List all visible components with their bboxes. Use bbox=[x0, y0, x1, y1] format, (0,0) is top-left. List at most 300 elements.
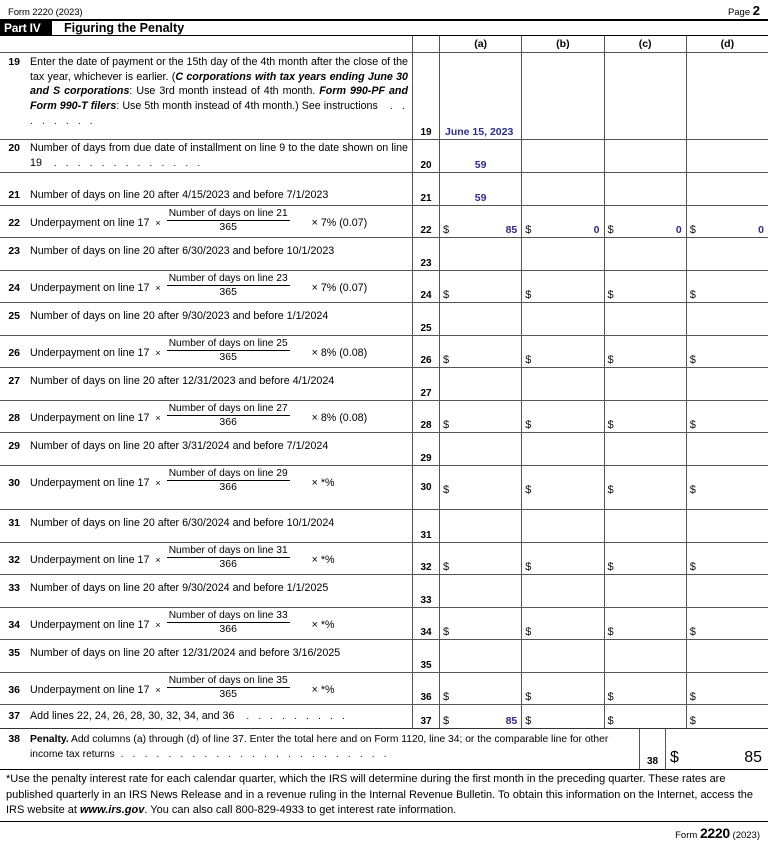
line-22-value-c-text: 0 bbox=[675, 224, 682, 236]
line-30-value-c[interactable] bbox=[605, 466, 687, 509]
line-37-number: 37 bbox=[8, 710, 20, 722]
line-20-description bbox=[0, 140, 412, 172]
table-row bbox=[0, 140, 768, 173]
line-31-value-c[interactable] bbox=[605, 510, 687, 542]
line-19-text-1: Enter the date of payment or the 15th day of the 4th month after the close of the tax year, whichever is earlier. ( bbox=[30, 56, 408, 83]
line-26-value-d[interactable] bbox=[687, 336, 768, 367]
line-29-value-b[interactable] bbox=[522, 433, 604, 465]
dollar-sign: $ bbox=[443, 561, 450, 573]
table-row bbox=[0, 575, 768, 608]
line-32-formula bbox=[30, 545, 412, 571]
page-indicator bbox=[728, 3, 760, 18]
line-35-value-c[interactable] bbox=[605, 640, 687, 672]
line-31-number: 31 bbox=[8, 517, 20, 529]
line-19-value-d[interactable] bbox=[687, 53, 768, 139]
dollar-sign: $ bbox=[525, 691, 532, 703]
line-35-text: Number of days on line 20 after 12/31/2024 and before 3/16/2025 bbox=[30, 647, 341, 659]
dollar-sign: $ bbox=[525, 561, 532, 573]
line-35-description bbox=[0, 640, 412, 672]
line-29-number: 29 bbox=[8, 440, 20, 452]
dollar-sign: $ bbox=[443, 419, 450, 431]
dollar-sign: $ bbox=[607, 224, 614, 236]
line-21-number: 21 bbox=[8, 189, 20, 201]
line-37-value-c[interactable] bbox=[605, 705, 687, 728]
line-34-suffix: × *% bbox=[311, 618, 335, 631]
dollar-sign: $ bbox=[525, 224, 532, 236]
line-22-value-d[interactable] bbox=[687, 206, 768, 237]
line-29-value-c[interactable] bbox=[605, 433, 687, 465]
line-32-denominator: 366 bbox=[219, 558, 237, 570]
line-20-value-b[interactable] bbox=[522, 140, 604, 172]
line-20-text bbox=[30, 141, 412, 171]
line-38-text-span: Add columns (a) through (d) of line 37. Enter the total here and on Form 1120, line 34; or the comparable line for other income tax returns bbox=[30, 734, 609, 760]
table-row bbox=[0, 608, 768, 640]
table-row bbox=[0, 401, 768, 433]
line-19-text bbox=[30, 55, 412, 130]
line-19-text-italic-1: C corporations with tax years ending June 30 and S corporations bbox=[30, 70, 409, 97]
line-32-fraction bbox=[167, 545, 290, 571]
table-row bbox=[0, 640, 768, 673]
line-28-row-number: 28 bbox=[412, 401, 440, 432]
footnote-irs-link[interactable]: www.irs.gov bbox=[79, 804, 145, 816]
line-28-value-b[interactable] bbox=[522, 401, 604, 432]
line-29-value-d[interactable] bbox=[687, 433, 768, 465]
line-36-row-number: 36 bbox=[412, 673, 440, 704]
dollar-sign: $ bbox=[689, 626, 696, 638]
footer-form-year: (2023) bbox=[732, 829, 760, 841]
dollar-sign: $ bbox=[525, 484, 532, 496]
dollar-sign: $ bbox=[607, 289, 614, 301]
table-row bbox=[0, 238, 768, 271]
table-row bbox=[0, 206, 768, 238]
line-20-leader: . . . . . . . . . . . . . bbox=[41, 157, 204, 169]
line-29-text: Number of days on line 20 after 3/31/2024 and before 7/1/2024 bbox=[30, 440, 329, 452]
footnote-part-2: . You can also call 800-829-4933 to get interest rate information. bbox=[144, 804, 457, 816]
line-26-value-a[interactable] bbox=[440, 336, 522, 367]
table-row bbox=[0, 368, 768, 401]
line-23-description bbox=[0, 238, 412, 270]
dollar-sign: $ bbox=[525, 354, 532, 366]
line-22-value-b-text: 0 bbox=[593, 224, 600, 236]
page-header bbox=[0, 0, 768, 19]
line-20-row-number: 20 bbox=[412, 140, 440, 172]
table-row bbox=[0, 53, 768, 140]
line-33-number: 33 bbox=[8, 582, 20, 594]
line-38-value[interactable] bbox=[666, 729, 768, 769]
line-37-text bbox=[30, 709, 412, 725]
line-24-formula bbox=[30, 273, 412, 299]
line-30-suffix: × *% bbox=[311, 476, 335, 489]
line-28-formula bbox=[30, 403, 412, 429]
line-30-value-b[interactable] bbox=[522, 466, 604, 509]
line-26-value-c[interactable] bbox=[605, 336, 687, 367]
line-26-value-b[interactable] bbox=[522, 336, 604, 367]
line-31-value-a[interactable] bbox=[440, 510, 522, 542]
part-title: Figuring the Penalty bbox=[64, 21, 185, 35]
line-36-prefix: Underpayment on line 17 bbox=[30, 683, 150, 696]
line-35-number: 35 bbox=[8, 647, 20, 659]
line-32-value-b[interactable] bbox=[522, 543, 604, 574]
line-24-numerator: Number of days on line 23 bbox=[168, 273, 288, 284]
line-37-value-b[interactable] bbox=[522, 705, 604, 728]
table-row bbox=[0, 466, 768, 510]
footnote-text bbox=[0, 769, 768, 821]
line-32-numerator: Number of days on line 31 bbox=[168, 545, 288, 556]
line-20-value-d[interactable] bbox=[687, 140, 768, 172]
line-38-row-number: 38 bbox=[640, 729, 666, 769]
footer-form-word: Form bbox=[675, 829, 698, 841]
line-34-fraction bbox=[167, 610, 290, 636]
line-30-times: × bbox=[155, 477, 161, 488]
line-25-value-a[interactable] bbox=[440, 303, 522, 335]
dollar-sign: $ bbox=[525, 289, 532, 301]
line-27-row-number: 27 bbox=[412, 368, 440, 400]
line-36-times: × bbox=[155, 684, 161, 695]
line-26-row-number: 26 bbox=[412, 336, 440, 367]
line-28-value-a[interactable] bbox=[440, 401, 522, 432]
line-19-row-number: 19 bbox=[412, 53, 440, 139]
line-34-description bbox=[0, 608, 412, 639]
dollar-sign: $ bbox=[607, 691, 614, 703]
line-36-fraction bbox=[167, 675, 290, 701]
line-36-number: 36 bbox=[8, 683, 20, 696]
line-30-denominator: 366 bbox=[219, 481, 237, 493]
line-29-value-a[interactable] bbox=[440, 433, 522, 465]
line-29-description bbox=[0, 433, 412, 465]
line-36-value-a[interactable] bbox=[440, 673, 522, 704]
line-21-value-a[interactable] bbox=[440, 173, 522, 205]
line-26-formula bbox=[30, 338, 412, 364]
line-38-number: 38 bbox=[8, 733, 20, 745]
column-header-c: (c) bbox=[605, 36, 687, 52]
dollar-sign: $ bbox=[607, 484, 614, 496]
line-35-value-b[interactable] bbox=[522, 640, 604, 672]
line-34-value-a[interactable] bbox=[440, 608, 522, 639]
line-31-text: Number of days on line 20 after 6/30/2024 and before 10/1/2024 bbox=[30, 517, 335, 529]
line-21-row-number: 21 bbox=[412, 173, 440, 205]
line-38-leader: . . . . . . . . . . . . . . . . . . . . . . . bbox=[114, 749, 390, 760]
line-24-value-b[interactable] bbox=[522, 271, 604, 302]
line-22-times: × bbox=[155, 217, 161, 228]
line-22-number: 22 bbox=[8, 216, 20, 229]
line-34-value-c[interactable] bbox=[605, 608, 687, 639]
line-20-value-c[interactable] bbox=[605, 140, 687, 172]
line-21-value-c[interactable] bbox=[605, 173, 687, 205]
table-row bbox=[0, 336, 768, 368]
line-20-text-span: Number of days from due date of installment on line 9 to the date shown on line 19 bbox=[30, 142, 408, 169]
line-26-fraction bbox=[167, 338, 290, 364]
line-19-text-3: : Use 5th month instead of 4th month.) See instructions bbox=[116, 99, 378, 112]
line-34-number: 34 bbox=[8, 618, 20, 631]
line-32-description bbox=[0, 543, 412, 574]
dollar-sign: $ bbox=[689, 224, 696, 236]
line-24-value-d[interactable] bbox=[687, 271, 768, 302]
dollar-sign: $ bbox=[525, 626, 532, 638]
line-24-times: × bbox=[155, 282, 161, 293]
line-33-value-d[interactable] bbox=[687, 575, 768, 607]
line-25-value-b[interactable] bbox=[522, 303, 604, 335]
line-21-text: Number of days on line 20 after 4/15/2023 and before 7/1/2023 bbox=[30, 189, 329, 201]
line-27-description bbox=[0, 368, 412, 400]
line-38-bold-lead: Penalty. bbox=[30, 734, 69, 745]
line-34-prefix: Underpayment on line 17 bbox=[30, 618, 150, 631]
line-36-formula bbox=[30, 675, 412, 701]
line-19-value-b[interactable] bbox=[522, 53, 604, 139]
table-row bbox=[0, 705, 768, 729]
part-header-bar bbox=[0, 19, 768, 36]
line-32-value-a[interactable] bbox=[440, 543, 522, 574]
line-37-value-a-text: 85 bbox=[505, 715, 518, 727]
header-spacer bbox=[0, 36, 412, 52]
table-row bbox=[0, 543, 768, 575]
dollar-sign: $ bbox=[689, 561, 696, 573]
line-28-prefix: Underpayment on line 17 bbox=[30, 411, 150, 424]
line-22-fraction bbox=[167, 208, 290, 234]
line-30-value-a[interactable] bbox=[440, 466, 522, 509]
line-25-value-c[interactable] bbox=[605, 303, 687, 335]
line-34-times: × bbox=[155, 619, 161, 630]
line-28-suffix: × 8% (0.08) bbox=[311, 411, 368, 424]
line-33-value-c[interactable] bbox=[605, 575, 687, 607]
line-25-row-number: 25 bbox=[412, 303, 440, 335]
line-34-numerator: Number of days on line 33 bbox=[168, 610, 288, 621]
line-26-prefix: Underpayment on line 17 bbox=[30, 346, 150, 359]
line-25-text: Number of days on line 20 after 9/30/2023 and before 1/1/2024 bbox=[30, 310, 329, 322]
line-28-times: × bbox=[155, 412, 161, 423]
form-identifier: Form 2220 (2023) bbox=[8, 7, 83, 18]
line-32-number: 32 bbox=[8, 553, 20, 566]
line-34-value-d[interactable] bbox=[687, 608, 768, 639]
line-28-value-d[interactable] bbox=[687, 401, 768, 432]
line-19-value-a[interactable] bbox=[440, 53, 522, 139]
line-23-value-c[interactable] bbox=[605, 238, 687, 270]
dollar-sign: $ bbox=[443, 626, 450, 638]
line-21-value-a-text: 59 bbox=[474, 192, 487, 204]
dollar-sign: $ bbox=[443, 354, 450, 366]
line-37-value-d[interactable] bbox=[687, 705, 768, 728]
table-row bbox=[0, 173, 768, 206]
line-36-value-d[interactable] bbox=[687, 673, 768, 704]
column-header-a: (a) bbox=[440, 36, 522, 52]
line-23-text: Number of days on line 20 after 6/30/2023 and before 10/1/2023 bbox=[30, 245, 335, 257]
line-26-times: × bbox=[155, 347, 161, 358]
line-20-number: 20 bbox=[8, 142, 20, 154]
line-27-value-a[interactable] bbox=[440, 368, 522, 400]
line-34-value-b[interactable] bbox=[522, 608, 604, 639]
dollar-sign: $ bbox=[689, 691, 696, 703]
line-24-number: 24 bbox=[8, 281, 20, 294]
table-row bbox=[0, 271, 768, 303]
line-37-text-span: Add lines 22, 24, 26, 28, 30, 32, 34, and 36 bbox=[30, 710, 235, 722]
line-22-description bbox=[0, 206, 412, 237]
line-31-value-b[interactable] bbox=[522, 510, 604, 542]
column-header-d: (d) bbox=[720, 38, 735, 50]
line-31-row-number: 31 bbox=[412, 510, 440, 542]
line-30-description bbox=[0, 466, 412, 509]
line-28-denominator: 366 bbox=[219, 416, 237, 428]
line-29-row-number: 29 bbox=[412, 433, 440, 465]
line-19-text-italic-2: Form 990-PF and Form 990-T filers bbox=[30, 85, 408, 112]
line-19-value-a-text: June 15, 2023 bbox=[445, 126, 514, 138]
line-22-denominator: 365 bbox=[219, 221, 237, 233]
line-23-value-d[interactable] bbox=[687, 238, 768, 270]
line-22-value-c[interactable] bbox=[605, 206, 687, 237]
line-38-description bbox=[0, 729, 640, 769]
line-32-value-c[interactable] bbox=[605, 543, 687, 574]
line-22-row-number: 22 bbox=[412, 206, 440, 237]
line-37-leader: . . . . . . . . . bbox=[234, 711, 349, 722]
dollar-sign: $ bbox=[443, 484, 450, 496]
column-header-row bbox=[0, 36, 768, 53]
page-label: Page bbox=[727, 7, 751, 18]
line-37-value-a[interactable] bbox=[440, 705, 522, 728]
line-19-description bbox=[0, 53, 412, 139]
line-23-row-number: 23 bbox=[412, 238, 440, 270]
line-27-value-b[interactable] bbox=[522, 368, 604, 400]
line-27-value-d[interactable] bbox=[687, 368, 768, 400]
line-25-number: 25 bbox=[8, 310, 20, 322]
line-21-value-d[interactable] bbox=[687, 173, 768, 205]
line-35-row-number: 35 bbox=[412, 640, 440, 672]
line-24-row-number: 24 bbox=[412, 271, 440, 302]
dollar-sign: $ bbox=[525, 715, 532, 727]
line-20-value-a-text: 59 bbox=[474, 159, 487, 171]
line-25-value-d[interactable] bbox=[687, 303, 768, 335]
line-22-prefix: Underpayment on line 17 bbox=[30, 216, 150, 229]
page-number: 2 bbox=[752, 3, 760, 18]
dollar-sign: $ bbox=[607, 715, 614, 727]
line-33-value-b[interactable] bbox=[522, 575, 604, 607]
line-34-denominator: 366 bbox=[219, 623, 237, 635]
line-24-prefix: Underpayment on line 17 bbox=[30, 281, 150, 294]
line-32-value-d[interactable] bbox=[687, 543, 768, 574]
line-24-value-a[interactable] bbox=[440, 271, 522, 302]
line-31-value-d[interactable] bbox=[687, 510, 768, 542]
form-footer bbox=[0, 822, 768, 841]
line-34-formula bbox=[30, 610, 412, 636]
line-22-numerator: Number of days on line 21 bbox=[168, 208, 288, 219]
line-28-value-c[interactable] bbox=[605, 401, 687, 432]
dollar-sign: $ bbox=[689, 484, 696, 496]
line-31-description bbox=[0, 510, 412, 542]
line-23-value-b[interactable] bbox=[522, 238, 604, 270]
dollar-sign: $ bbox=[689, 419, 696, 431]
line-36-denominator: 365 bbox=[219, 688, 237, 700]
line-36-suffix: × *% bbox=[311, 683, 335, 696]
line-23-value-a[interactable] bbox=[440, 238, 522, 270]
line-24-fraction bbox=[167, 273, 290, 299]
line-32-prefix: Underpayment on line 17 bbox=[30, 553, 150, 566]
line-22-formula bbox=[30, 208, 412, 234]
line-25-description bbox=[0, 303, 412, 335]
table-row bbox=[0, 433, 768, 466]
line-19-leader: . . . . . . . . bbox=[30, 100, 409, 127]
line-22-value-d-text: 0 bbox=[758, 224, 764, 236]
line-26-number: 26 bbox=[8, 346, 20, 359]
footnote-part-1: *Use the penalty interest rate for each calendar quarter, which the IRS will determine during the first month in the preceding quarter. These rates are published quarterly in an IRS News Release and in a revenue ruling in the Internal Revenue Bulletin. To obtain this information on the Internet, access the IRS website at bbox=[6, 773, 754, 816]
dollar-sign: $ bbox=[689, 715, 696, 727]
line-36-value-b[interactable] bbox=[522, 673, 604, 704]
line-36-numerator: Number of days on line 35 bbox=[168, 675, 288, 686]
line-27-value-c[interactable] bbox=[605, 368, 687, 400]
line-33-text: Number of days on line 20 after 9/30/2024 and before 1/1/2025 bbox=[30, 582, 329, 594]
dollar-sign: $ bbox=[689, 354, 696, 366]
line-26-suffix: × 8% (0.08) bbox=[311, 346, 368, 359]
line-28-description bbox=[0, 401, 412, 432]
line-21-value-b[interactable] bbox=[522, 173, 604, 205]
table-row bbox=[0, 303, 768, 336]
line-33-value-a[interactable] bbox=[440, 575, 522, 607]
line-35-value-d[interactable] bbox=[687, 640, 768, 672]
line-30-prefix: Underpayment on line 17 bbox=[30, 476, 150, 489]
dollar-sign: $ bbox=[443, 691, 450, 703]
line-24-suffix: × 7% (0.07) bbox=[311, 281, 368, 294]
line-19-text-2: : Use 3rd month instead of 4th month. bbox=[129, 85, 320, 97]
dollar-sign: $ bbox=[607, 561, 614, 573]
dollar-sign: $ bbox=[443, 289, 450, 301]
table-row bbox=[0, 729, 768, 769]
line-30-row-number: 30 bbox=[412, 466, 440, 509]
line-33-description bbox=[0, 575, 412, 607]
line-26-description bbox=[0, 336, 412, 367]
line-22-value-a[interactable] bbox=[440, 206, 522, 237]
line-38-value-text: 85 bbox=[744, 749, 762, 766]
line-32-row-number: 32 bbox=[412, 543, 440, 574]
dollar-sign: $ bbox=[443, 715, 450, 727]
line-19-value-c[interactable] bbox=[605, 53, 687, 139]
line-24-denominator: 365 bbox=[219, 286, 237, 298]
line-24-description bbox=[0, 271, 412, 302]
part-number-badge: Part IV bbox=[0, 21, 52, 35]
line-36-value-c[interactable] bbox=[605, 673, 687, 704]
table-row bbox=[0, 510, 768, 543]
line-30-formula bbox=[30, 468, 412, 494]
line-26-numerator: Number of days on line 25 bbox=[168, 338, 288, 349]
dollar-sign: $ bbox=[607, 419, 614, 431]
line-20-value-a[interactable] bbox=[440, 140, 522, 172]
line-32-times: × bbox=[155, 554, 161, 565]
line-28-number: 28 bbox=[8, 411, 20, 424]
line-35-value-a[interactable] bbox=[440, 640, 522, 672]
line-24-value-c[interactable] bbox=[605, 271, 687, 302]
line-32-suffix: × *% bbox=[311, 553, 335, 566]
table-row bbox=[0, 673, 768, 705]
line-28-numerator: Number of days on line 27 bbox=[168, 403, 288, 414]
line-38-text bbox=[30, 732, 639, 762]
header-line-number-spacer bbox=[412, 36, 440, 52]
dollar-sign: $ bbox=[689, 289, 696, 301]
line-19-number: 19 bbox=[8, 56, 20, 68]
dollar-sign: $ bbox=[443, 224, 450, 236]
line-36-description bbox=[0, 673, 412, 704]
line-37-description bbox=[0, 705, 412, 728]
line-30-fraction bbox=[167, 468, 290, 494]
line-28-fraction bbox=[167, 403, 290, 429]
line-37-row-number: 37 bbox=[412, 705, 440, 728]
dollar-sign: $ bbox=[607, 354, 614, 366]
line-22-value-a-text: 85 bbox=[505, 224, 518, 236]
line-21-description bbox=[0, 173, 412, 205]
line-22-suffix: × 7% (0.07) bbox=[311, 216, 368, 229]
line-27-text: Number of days on line 20 after 12/31/2023 and before 4/1/2024 bbox=[30, 375, 335, 387]
footer-form-number: 2220 bbox=[699, 824, 730, 841]
line-26-denominator: 365 bbox=[219, 351, 237, 363]
column-header-b: (b) bbox=[522, 36, 604, 52]
line-30-value-d[interactable] bbox=[687, 466, 768, 509]
dollar-sign: $ bbox=[525, 419, 532, 431]
line-22-value-b[interactable] bbox=[522, 206, 604, 237]
dollar-sign: $ bbox=[670, 749, 679, 766]
